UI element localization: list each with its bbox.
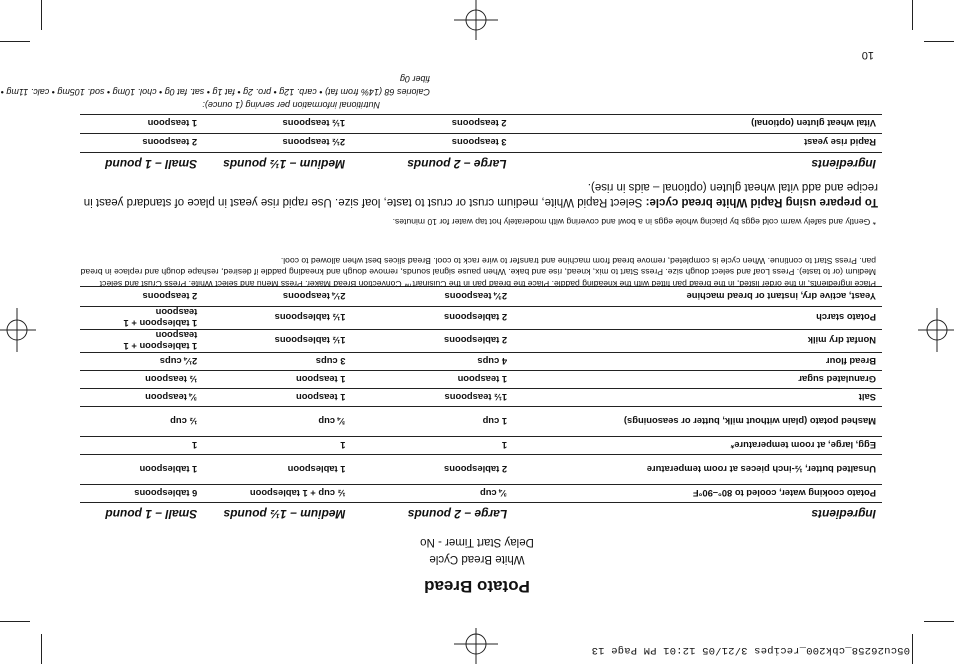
- crop-mark: [0, 621, 30, 622]
- table-row: [80, 407, 882, 437]
- ingredient-cell: Egg, large, at room temperature*: [513, 437, 882, 455]
- rapid-ingredients-table: [80, 114, 882, 175]
- amount-cell: 1 tablespoon: [203, 455, 351, 485]
- ingredients-table: [80, 286, 882, 525]
- table-row: [80, 307, 882, 330]
- amount-cell: ¾ cup: [203, 407, 351, 437]
- table-row: [80, 330, 882, 353]
- amount-cell: 4 cups: [351, 353, 513, 371]
- ingredient-cell: Bread flour: [513, 353, 882, 371]
- page-number: 10: [861, 49, 874, 61]
- amount-cell: 2 teaspoons: [351, 115, 512, 134]
- crop-mark: [912, 0, 913, 30]
- column-header: Large – 2 pounds: [351, 153, 512, 176]
- amount-cell: ½ teaspoon: [80, 371, 203, 389]
- nutrition-facts: Calories 68 (14% from fat) • carb. 12g • pro. 2g • fat 1g • sat. fat 0g • chol. 10mg • sod. 105mg • calc. 11mg • fiber 0g: [0, 74, 430, 97]
- recipe-title: Potato Bread: [424, 577, 530, 596]
- table-row: [80, 455, 882, 485]
- registration-mark: [454, 628, 498, 664]
- ingredient-cell: Potato starch: [513, 307, 882, 330]
- column-header: Ingredients: [513, 153, 882, 176]
- ingredient-cell: Rapid rise yeast: [513, 134, 882, 153]
- table-header-row: [80, 503, 882, 526]
- amount-cell: 6 tablespoons: [80, 485, 203, 503]
- egg-footnote: * Gently and safely warm cold eggs by placing whole eggs in a bowl and covering with moderately hot tap water for 10 minutes.: [392, 217, 876, 227]
- table-row: [80, 115, 882, 134]
- column-header: Ingredients: [513, 503, 882, 526]
- delay-timer-label: Delay Start Timer - No: [420, 536, 534, 548]
- column-header: Medium – 1½ pounds: [203, 503, 351, 526]
- amount-cell: 1 tablespoon + 1 teaspoon: [80, 330, 203, 353]
- column-header: Small – 1 pound: [80, 503, 203, 526]
- rapid-cycle-label: To prepare using Rapid White bread cycle:: [645, 196, 878, 208]
- amount-cell: 2 tablespoons: [351, 307, 513, 330]
- crop-mark: [924, 621, 954, 622]
- amount-cell: 2 tablespoons: [351, 330, 513, 353]
- table-row: [80, 437, 882, 455]
- amount-cell: ½ cup: [80, 407, 203, 437]
- column-header: Small – 1 pound: [80, 153, 203, 176]
- method-instructions: Place ingredients, in the order listed, in the bread pan fitted with the kneading paddle. Place the bread pan in the Cuisinart™ Convection Bread Maker. Press Menu and select White. Press Crust and select Medium (or to taste). Press Loaf and select dough size. Press Start to mix, knead, rise and bake. When pause signal sounds, remove dough and kneading paddle if desired, reshape dough and replace in bread pan. Press Start to continue. When cycle is completed, remove bread from machine and transfer to wire rack to cool. Bread slices best when allowed to cool.: [80, 255, 876, 289]
- print-slug: 05cu26258_cbk200_recipes 3/21/05 12:01 PM Page 13: [591, 644, 910, 656]
- amount-cell: 1 teaspoon: [80, 115, 203, 134]
- amount-cell: 3 teaspoons: [351, 134, 512, 153]
- amount-cell: 1 tablespoon + 1 teaspoon: [80, 307, 203, 330]
- ingredient-cell: Salt: [513, 389, 882, 407]
- crop-mark: [41, 0, 42, 30]
- amount-cell: 1½ tablespoons: [203, 307, 351, 330]
- rapid-cycle-text: Select Rapid White, medium crust or crust to taste, loaf size. Use rapid rise yeast in place of standard yeast in recipe and add vital wheat gluten (optional – aids in rise).: [83, 181, 878, 208]
- amount-cell: 1½ teaspoons: [203, 115, 351, 134]
- ingredient-cell: Potato cooking water, cooled to 80°–90°F: [513, 485, 882, 503]
- amount-cell: 1: [351, 437, 513, 455]
- registration-mark: [454, 0, 498, 40]
- table-row: [80, 287, 882, 307]
- amount-cell: ½ cup + 1 tablespoon: [203, 485, 351, 503]
- table-row: [80, 134, 882, 153]
- crop-mark: [41, 634, 42, 664]
- table-row: [80, 371, 882, 389]
- amount-cell: 2 teaspoons: [80, 134, 203, 153]
- amount-cell: 1 tablespoon: [80, 455, 203, 485]
- amount-cell: ¾ teaspoon: [80, 389, 203, 407]
- amount-cell: 2 teaspoons: [80, 287, 203, 307]
- amount-cell: 1: [203, 437, 351, 455]
- amount-cell: 1: [80, 437, 203, 455]
- crop-mark: [912, 634, 913, 664]
- amount-cell: 2¼ teaspoons: [203, 287, 351, 307]
- crop-mark: [924, 41, 954, 42]
- column-header: Large – 2 pounds: [351, 503, 513, 526]
- amount-cell: 1 cup: [351, 407, 513, 437]
- registration-mark: [918, 308, 954, 352]
- table-header-row: [80, 153, 882, 176]
- amount-cell: 1½ teaspoons: [351, 389, 513, 407]
- amount-cell: 2¼ cups: [80, 353, 203, 371]
- ingredient-cell: Granulated sugar: [513, 371, 882, 389]
- amount-cell: ¾ cup: [351, 485, 513, 503]
- ingredient-cell: Vital wheat gluten (optional): [513, 115, 882, 134]
- amount-cell: 1 teaspoon: [203, 389, 351, 407]
- ingredient-cell: Yeast, active dry, instant or bread machine: [513, 287, 882, 307]
- nutrition-label: Nutritional information per serving (1 ounce):: [202, 100, 380, 110]
- amount-cell: 1½ tablespoons: [203, 330, 351, 353]
- crop-mark: [0, 41, 30, 42]
- amount-cell: 3 cups: [203, 353, 351, 371]
- amount-cell: 2½ teaspoons: [203, 134, 351, 153]
- amount-cell: 1 teaspoon: [203, 371, 351, 389]
- amount-cell: 1 teaspoon: [351, 371, 513, 389]
- table-row: [80, 485, 882, 503]
- ingredient-cell: Unsalted butter, ½-inch pieces at room temperature: [513, 455, 882, 485]
- ingredient-cell: Mashed potato (plain without milk, butter or seasonings): [513, 407, 882, 437]
- column-header: Medium – 1½ pounds: [203, 153, 351, 176]
- table-row: [80, 389, 882, 407]
- amount-cell: 2 tablespoons: [351, 455, 513, 485]
- amount-cell: 2¾ teaspoons: [351, 287, 513, 307]
- ingredient-cell: Nonfat dry milk: [513, 330, 882, 353]
- registration-mark: [0, 308, 36, 352]
- cycle-label: White Bread Cycle: [429, 553, 525, 565]
- rapid-cycle-note: [78, 179, 878, 209]
- table-row: [80, 353, 882, 371]
